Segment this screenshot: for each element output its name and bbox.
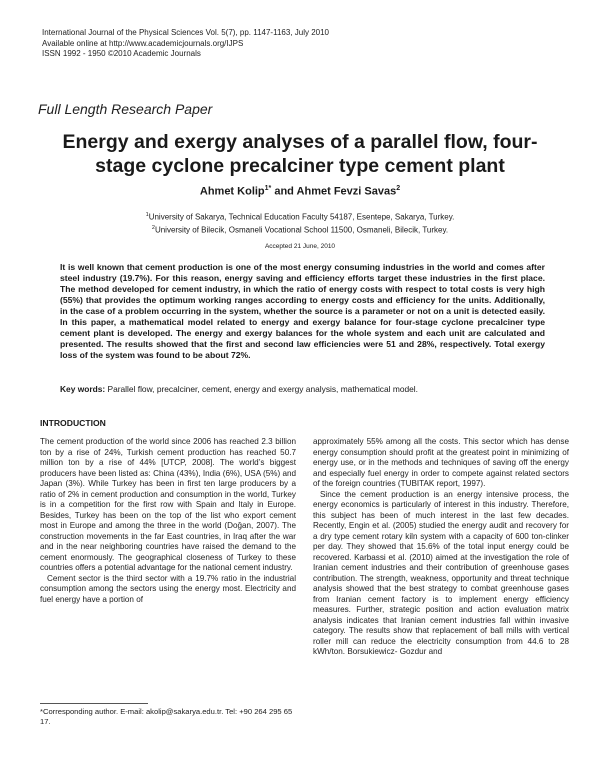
- author-1-affil-mark: 1*: [264, 185, 272, 192]
- affiliation-2-text: University of Bilecik, Osmaneli Vocational School 11500, Osmaneli, Bilecik, Turkey.: [154, 225, 449, 235]
- left-paragraph-2: Cement sector is the third sector with a 19.7% ratio in the industrial consumption among the sectors using the energy most. Electricity and fuel energy have a portion of: [40, 573, 296, 604]
- journal-header: [42, 28, 329, 60]
- affiliation-2-mark: 2: [151, 224, 155, 231]
- accepted-date: Accepted 21 June, 2010: [264, 243, 336, 250]
- author-2: Ahmet Fevzi Savas: [296, 185, 397, 198]
- journal-online-link[interactable]: Available online at http://www.academicjournals.org/IJPS: [42, 38, 244, 48]
- authors-line: [40, 185, 560, 198]
- left-column: [40, 437, 296, 605]
- author-1: Ahmet Kolip: [199, 185, 265, 198]
- right-paragraph-2: Since the cement production is an energy intensive process, the energy economics is particularly of interest in this industry. Therefore, this subject has been of much interest in the last few decades. Recently, Engin et al. (2005) studied the energy audit and recovery for a dry type cement rotary kiln system with a capacity of 600 ton-clinker per day. They showed that 15.6% of the total input energy could be recovered. Karbassi et al. (2010) aimed at the investigation the role of Iranian cement industries and their contribution of greenhouse gases contribution. The strength, weakness, opportunity and threat technique analysis showed that the best strategy to combat greenhouse gases from Iranian cement factory is to implement energy efficiency measures. Further, strategic position and action evaluation matrix analysis indicates that Iranian cement industries fall within invasive category. The results show that replacement of ball mills with vertical roller mill can reduce the electricity consumption from 44.6 to 28 kWh/ton. Borsukiewicz- Gozdur and: [313, 489, 569, 656]
- journal-issn: ISSN 1992 - 1950 ©2010 Academic Journals: [42, 49, 201, 58]
- paper-title: Energy and exergy analyses of a parallel flow, four-stage cyclone precalciner type cement plant: [62, 131, 538, 177]
- footnote-divider: [40, 703, 148, 704]
- author-2-affil-mark: 2: [396, 185, 401, 192]
- affiliation-1-mark: 1: [145, 212, 149, 218]
- keywords: [60, 384, 545, 395]
- right-column: [313, 437, 569, 658]
- affiliations: [40, 210, 560, 235]
- keywords-text: Parallel flow, precalciner, cement, energy and exergy analysis, mathematical model.: [105, 384, 418, 394]
- affiliation-1-text: University of Sakarya, Technical Education Faculty 54187, Esentepe, Sakarya, Turkey.: [148, 212, 455, 222]
- left-paragraph-1: The cement production of the world since 2006 has reached 2.3 billion ton by a rise of 24%, Turkish cement production has reached 50.7 million ton by a rise of 44% [UTCP, 2008]. The world’s biggest producers have been listed as: China (43%), India (6%), USA (5%) and Japan (3%). While Turkey has been in first ten large producers by a ratio of 2% in cement production and consumption in the world, Turkey is in a competition for the first row with Spain and Italy in Europe. Besides, Turkey has been on the top of the list who export cement most in Europe and among the three in the world (Doğan, 2007). The construction movements in the far East countries, in Iraq after the war and in the near neighboring countries have raised the demand to the cement enormously. The geographical closeness of Turkey to these countries offers a potential advantage for the national cement industry.: [40, 437, 296, 572]
- paper-type-label: Full Length Research Paper: [38, 101, 213, 117]
- keywords-label: Key words:: [60, 384, 106, 394]
- affiliation-1: [40, 210, 560, 223]
- authors-connector: and: [271, 185, 297, 198]
- corresponding-author-footnote: *Corresponding author. E-mail: akolip@sakarya.edu.tr. Tel: +90 264 295 65 17.: [40, 707, 293, 726]
- right-paragraph-1: approximately 55% among all the costs. This sector which has dense energy consumption should profit at the greatest point in minimizing of energy use, or in the methods and techniques of saving off the energy and especially fuel energy in order to compete against related sectors of the foreign countries (TUBITAK report, 1997).: [313, 437, 569, 488]
- section-heading-introduction: INTRODUCTION: [40, 418, 106, 428]
- affiliation-2: [40, 223, 560, 236]
- abstract: It is well known that cement production is one of the most energy consuming industries in the world and comes after steel industry (19.7%). For this reason, energy saving and efficiency efforts target these industries in the first place. The method developed for cement industry, in which the ratio of energy costs with respect to total costs is very high (55%) that provides the optimum working ranges according to energy costs and efficiency for the units. Additionally, in the case of a problem occurring in the system, whether the source is a parameter or not on a unit is detected easily. In this paper, a mathematical model related to energy and exergy balance for four-stage cyclone precalciner type cement plant is developed. The energy and exergy balances for the whole system and each unit are calculated and presented. The results showed that the first and second law efficiencies were 51 and 28%, respectively. Total exergy loss of the system was found to be about 72%.: [60, 262, 545, 360]
- journal-citation: International Journal of the Physical Sciences Vol. 5(7), pp. 1147-1163, July 2010: [42, 28, 329, 37]
